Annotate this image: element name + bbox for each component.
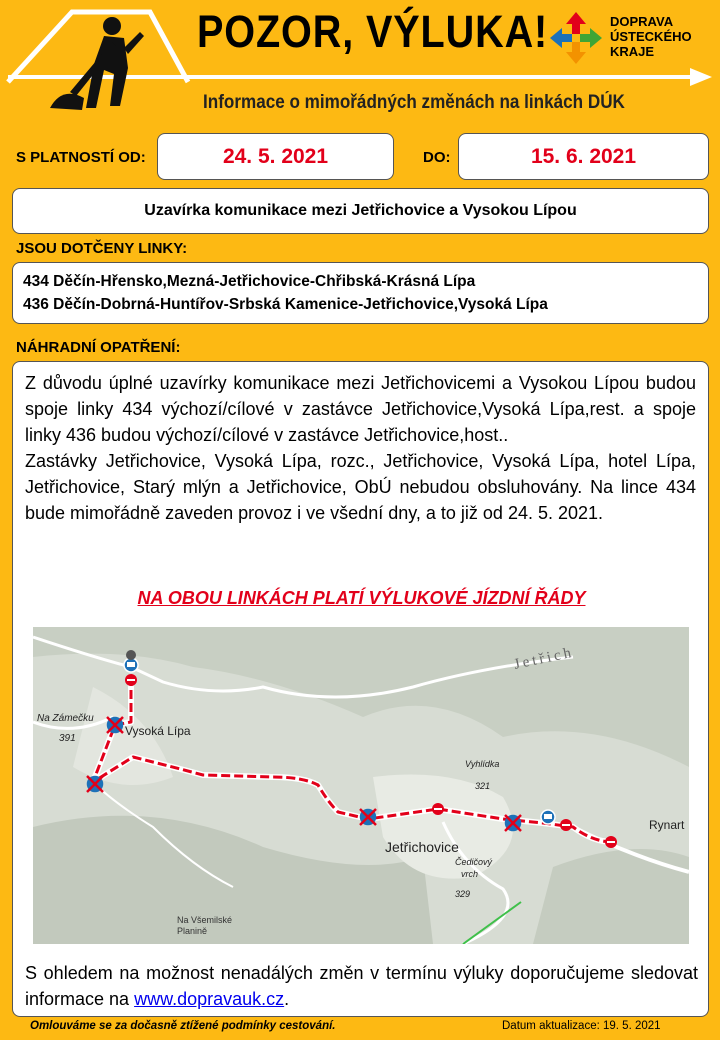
measures-paragraph-2: Zastávky Jetřichovice, Vysoká Lípa, rozc., Jetřichovice, Vysoká Lípa, hotel Lípa, Jetřichovice, Starý mlýn a Jetřichovice, ObÚ nebudou obsluhovány. Na lince 434 bude mimořádně zaveden provoz i ve všední dny, a to již od 24. 5. 2021.	[25, 451, 696, 523]
logo-text: DOPRAVA ÚSTECKÉHO KRAJE	[610, 14, 692, 59]
affected-lines-box	[12, 262, 709, 324]
footer-note: S ohledem na možnost nenadálých změn v termínu výluky doporučujeme sledovat informace na www.dopravauk.cz.	[25, 963, 698, 1009]
update-date: Datum aktualizace: 19. 5. 2021	[502, 1020, 661, 1032]
map-label: Na Zámečku	[37, 713, 94, 724]
cancelled-stop-icon	[107, 717, 123, 733]
measures-paragraph-1: Z důvodu úplné uzavírky komunikace mezi Jetřichovicemi a Vysokou Lípou budou spoje linky 434 výchozí/cílové v zastávce Jetřichovice,Vysoká Lípa,rest. a spoje linky 436 budou výchozí/cílové v zastávce Jetřichovice,host..	[25, 373, 696, 445]
valid-to-label: DO:	[423, 149, 451, 166]
line-434: 434 Děčín-Hřensko,Mezná-Jetřichovice-Chřibská-Krásná Lípa	[23, 273, 476, 290]
worker-icon	[50, 17, 144, 110]
pin-icon	[126, 650, 136, 660]
map-label: vrch	[461, 869, 479, 879]
map-label: Rynart	[649, 818, 685, 832]
page-subtitle: Informace o mimořádných změnách na linkách DÚK	[203, 92, 625, 113]
map-label: Vyhlídka	[465, 759, 500, 769]
affected-lines-label: JSOU DOTČENY LINKY:	[16, 240, 188, 257]
line-436: 436 Děčín-Dobrná-Huntířov-Srbská Kamenice-Jetřichovice,Vysoká Lípa	[23, 296, 548, 313]
map-label: Čedičový	[455, 857, 493, 867]
map-label: Planině	[177, 926, 208, 936]
bus-stop-icon	[124, 658, 138, 672]
map-label: Jetřichovice	[385, 839, 459, 855]
page-title: POZOR, VÝLUKA!	[197, 6, 549, 57]
duk-logo-icon	[548, 10, 604, 66]
no-entry-icon	[560, 819, 572, 831]
map-label: Na Všemilské	[177, 915, 233, 925]
no-entry-icon	[125, 674, 137, 686]
notice-text: NA OBOU LINKÁCH PLATÍ VÝLUKOVÉ JÍZDNÍ ŘÁDY	[137, 588, 586, 608]
map-label: 321	[475, 781, 491, 791]
cancelled-stop-icon	[360, 809, 376, 825]
map-label: Jetřich	[512, 644, 576, 673]
bus-stop-icon	[541, 810, 555, 824]
valid-from-label: S PLATNOSTÍ OD:	[16, 149, 146, 166]
apology-note: Omlouváme se za dočasně ztížené podmínky cestování.	[30, 1020, 336, 1032]
map-label: 391	[59, 733, 76, 744]
map-label: 329	[455, 889, 471, 899]
header	[0, 0, 720, 130]
no-entry-icon	[605, 836, 617, 848]
valid-from-date: 24. 5. 2021	[157, 133, 394, 180]
map-label: Vysoká Lípa	[125, 724, 191, 738]
cancelled-stop-icon	[505, 815, 521, 831]
measures-box	[12, 361, 709, 1017]
closure-title: Uzavírka komunikace mezi Jetřichovice a Vysokou Lípou	[12, 188, 709, 234]
measures-label: NÁHRADNÍ OPATŘENÍ:	[16, 339, 181, 356]
cancelled-stop-icon	[87, 776, 103, 792]
no-entry-icon	[432, 803, 444, 815]
dopravauk-link[interactable]: www.dopravauk.cz	[134, 989, 285, 1009]
route-map	[33, 627, 689, 944]
valid-to-date: 15. 6. 2021	[458, 133, 709, 180]
